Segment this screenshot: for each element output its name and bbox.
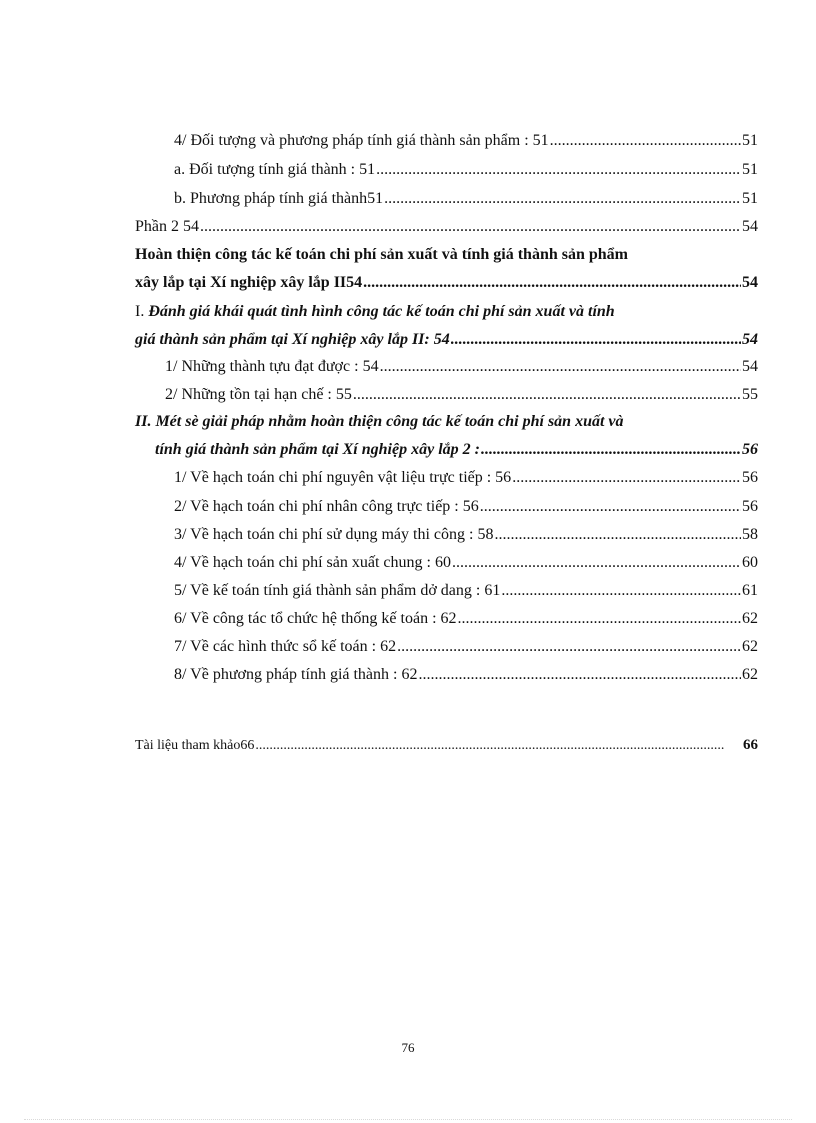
toc-entry-page: 56 <box>742 441 758 458</box>
leader-dots <box>458 610 741 628</box>
leader-dots <box>480 498 741 516</box>
toc-entry-page: 54 <box>742 331 758 348</box>
leader-dots <box>494 526 741 544</box>
toc-entry-page: 54 <box>742 218 758 235</box>
toc-entry[interactable] <box>165 386 758 404</box>
page-number: 76 <box>401 1040 415 1055</box>
leader-dots <box>418 666 741 684</box>
toc-entry-page: 56 <box>742 469 758 486</box>
toc-entry-title: 1/ Những thành tựu đạt được : 54 <box>165 358 379 375</box>
toc-entry-title: 7/ Về các hình thức sổ kế toán : 62 <box>174 638 397 655</box>
toc-entry-page: 55 <box>742 386 758 403</box>
toc-entry[interactable] <box>174 526 758 544</box>
toc-heading-line[interactable] <box>135 303 615 321</box>
leader-dots <box>353 386 741 404</box>
toc-entry[interactable] <box>174 498 758 516</box>
leader-dots <box>363 274 741 292</box>
toc-entry-page: 60 <box>742 554 758 571</box>
toc-entry-title: 5/ Về kế toán tính giá thành sản phẩm dở dang : 61 <box>174 582 501 599</box>
toc-entry-title: 6/ Về công tác tổ chức hệ thống kế toán : 62 <box>174 610 457 627</box>
toc-entry-page: 61 <box>742 582 758 599</box>
toc-entry-page: 62 <box>742 610 758 627</box>
leader-dots <box>380 358 741 376</box>
toc-entry[interactable] <box>174 161 758 179</box>
toc-entry-title: Đánh giá khái quát tình hình công tác kế toán chi phí sản xuất và tính <box>148 303 615 320</box>
toc-entry-title: xây lắp tại Xí nghiệp xây lắp II54 <box>135 274 363 291</box>
leader-dots <box>397 638 741 656</box>
leader-dots <box>451 331 741 349</box>
toc-entry[interactable] <box>174 638 758 656</box>
toc-entry-title: b. Phương pháp tính giá thành51 <box>174 190 384 207</box>
toc-entry-title: 2/ Về hạch toán chi phí nhân công trực tiếp : 56 <box>174 498 479 515</box>
toc-entry-title: 4/ Về hạch toán chi phí sản xuất chung : 60 <box>174 554 451 571</box>
toc-entry-page: 51 <box>742 132 758 149</box>
toc-entry[interactable] <box>155 441 758 459</box>
leader-dots <box>384 190 741 208</box>
page-bottom-divider <box>24 1119 792 1120</box>
toc-entry[interactable] <box>135 331 758 349</box>
toc-entry-title: 4/ Đối tượng và phương pháp tính giá thành sản phẩm : 51 <box>174 132 549 149</box>
leader-dots <box>481 441 741 459</box>
toc-entry[interactable] <box>174 554 758 572</box>
toc-entry-page: 54 <box>742 274 758 291</box>
leader-dots <box>512 469 741 487</box>
toc-entry-title: a. Đối tượng tính giá thành : 51 <box>174 161 376 178</box>
leader-dots <box>550 132 741 150</box>
toc-entry-page: 58 <box>742 526 758 543</box>
leader-dots <box>200 218 741 236</box>
toc-entry-title: 8/ Về phương pháp tính giá thành : 62 <box>174 666 418 683</box>
toc-entry-page: 56 <box>742 498 758 515</box>
toc-entry-title: Tài liệu tham khảo66 <box>135 738 255 753</box>
leader-dots <box>376 161 741 179</box>
leader-dots <box>452 554 741 572</box>
toc-entry[interactable] <box>165 358 758 376</box>
toc-heading-line[interactable]: Hoàn thiện công tác kế toán chi phí sản xuất và tính giá thành sản phẩm <box>135 246 628 263</box>
toc-entry-references[interactable] <box>135 737 758 754</box>
toc-entry-page: 51 <box>742 190 758 207</box>
toc-entry-title: giá thành sản phẩm tại Xí nghiệp xây lắp II: 54 <box>135 331 450 348</box>
toc-entry-page: 62 <box>742 638 758 655</box>
toc-entry-page: 62 <box>742 666 758 683</box>
toc-entry[interactable] <box>135 218 758 236</box>
section-numeral: I. <box>135 303 149 320</box>
toc-entry-page: 66 <box>743 737 758 753</box>
toc-entry-page: 54 <box>742 358 758 375</box>
toc-entry[interactable] <box>135 274 758 292</box>
toc-entry-title: Phần 2 54 <box>135 218 199 235</box>
toc-entry-title: 1/ Về hạch toán chi phí nguyên vật liệu trực tiếp : 56 <box>174 469 512 486</box>
toc-entry-title: tính giá thành sản phẩm tại Xí nghiệp xây lắp 2 : <box>155 441 480 458</box>
toc-entry[interactable] <box>174 666 758 684</box>
toc-entry[interactable] <box>174 582 758 600</box>
toc-entry[interactable] <box>174 132 758 150</box>
toc-entry-title: 3/ Về hạch toán chi phí sử dụng máy thi công : 58 <box>174 526 494 543</box>
toc-entry[interactable] <box>174 469 758 487</box>
toc-entry-page: 51 <box>742 161 758 178</box>
toc-entry-title: 2/ Những tồn tại hạn chế : 55 <box>165 386 352 403</box>
toc-heading-line[interactable]: II. Mét sè giải pháp nhằm hoàn thiện công tác kế toán chi phí sản xuất và <box>135 413 624 430</box>
leader-dots <box>255 738 725 754</box>
leader-dots <box>501 582 741 600</box>
toc-entry[interactable] <box>174 190 758 208</box>
toc-entry[interactable] <box>174 610 758 628</box>
